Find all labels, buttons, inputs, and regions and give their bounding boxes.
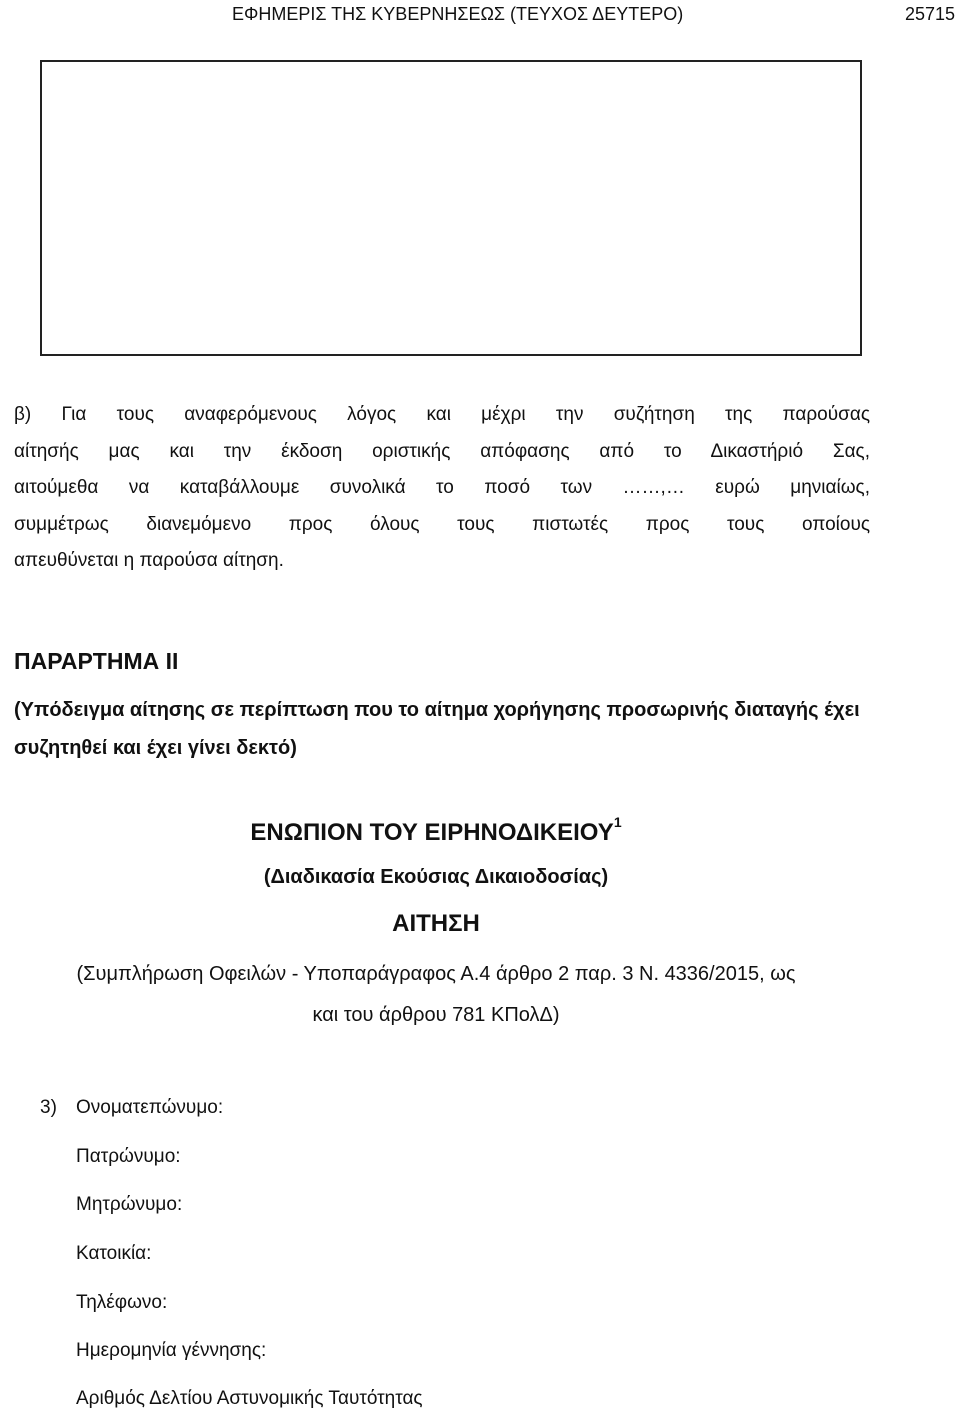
paragraph-line: αιτούμεθα να καταβάλλουμε συνολικά το ποσό των ……,… ευρώ μηνιαίως, — [14, 477, 870, 498]
field-mothers-name: Μητρώνυμο: — [76, 1194, 183, 1215]
field-full-name: Ονοματεπώνυμο: — [76, 1097, 224, 1118]
empty-bordered-box — [40, 60, 862, 356]
legal-basis — [0, 954, 872, 1036]
annex-subtitle: (Υπόδειγμα αίτησης σε περίπτωση που το αίτημα χορήγησης προσωρινής διαταγής έχει συζητηθεί και έχει γίνει δεκτό) — [14, 699, 860, 759]
court-title-text: ΕΝΩΠΙΟΝ ΤΟΥ ΕΙΡΗΝΟΔΙΚΕΙΟΥ — [250, 819, 614, 846]
legal-basis-line: και του άρθρου 781 ΚΠολΔ) — [312, 1004, 560, 1026]
paragraph-line: απευθύνεται η παρούσα αίτηση. — [14, 550, 284, 571]
annex-title: ΠΑΡΑΡΤΗΜΑ ΙΙ — [14, 648, 179, 674]
field-fathers-name: Πατρώνυμο: — [76, 1146, 181, 1167]
page-header — [0, 2, 960, 26]
paragraph-b — [14, 397, 870, 580]
court-heading — [0, 814, 872, 847]
footnote-mark: 1 — [613, 814, 622, 830]
field-residence: Κατοικία: — [76, 1243, 152, 1264]
field-phone: Τηλέφωνο: — [76, 1292, 168, 1313]
request-title: ΑΙΤΗΣΗ — [392, 910, 480, 937]
field-birth-date: Ημερομηνία γέννησης: — [76, 1340, 267, 1361]
form-item-number: 3) — [40, 1097, 57, 1118]
procedure-type: (Διαδικασία Εκούσιας Δικαιοδοσίας) — [263, 866, 609, 888]
legal-basis-line: (Συμπλήρωση Οφειλών - Υποπαράγραφος Α.4 άρθρο 2 παρ. 3 Ν. 4336/2015, ως — [76, 963, 796, 985]
paragraph-line: β) Για τους αναφερόμενους λόγος και μέχρι την συζήτηση της παρούσας — [14, 404, 870, 425]
gazette-title: ΕΦΗΜΕΡΙΣ ΤΗΣ ΚΥΒΕΡΝΗΣΕΩΣ (ΤΕΥΧΟΣ ΔΕΥΤΕΡΟ) — [232, 4, 684, 24]
paragraph-line: αίτησής μας και την έκδοση οριστικής απόφασης από το Δικαστήριό Σας, — [14, 440, 870, 462]
field-id-card-number: Αριθμός Δελτίου Αστυνομικής Ταυτότητας — [76, 1388, 423, 1409]
page-number: 25715 — [904, 4, 955, 24]
paragraph-line: συμμέτρως διανεμόμενο προς όλους τους πιστωτές προς τους οποίους — [14, 513, 870, 535]
